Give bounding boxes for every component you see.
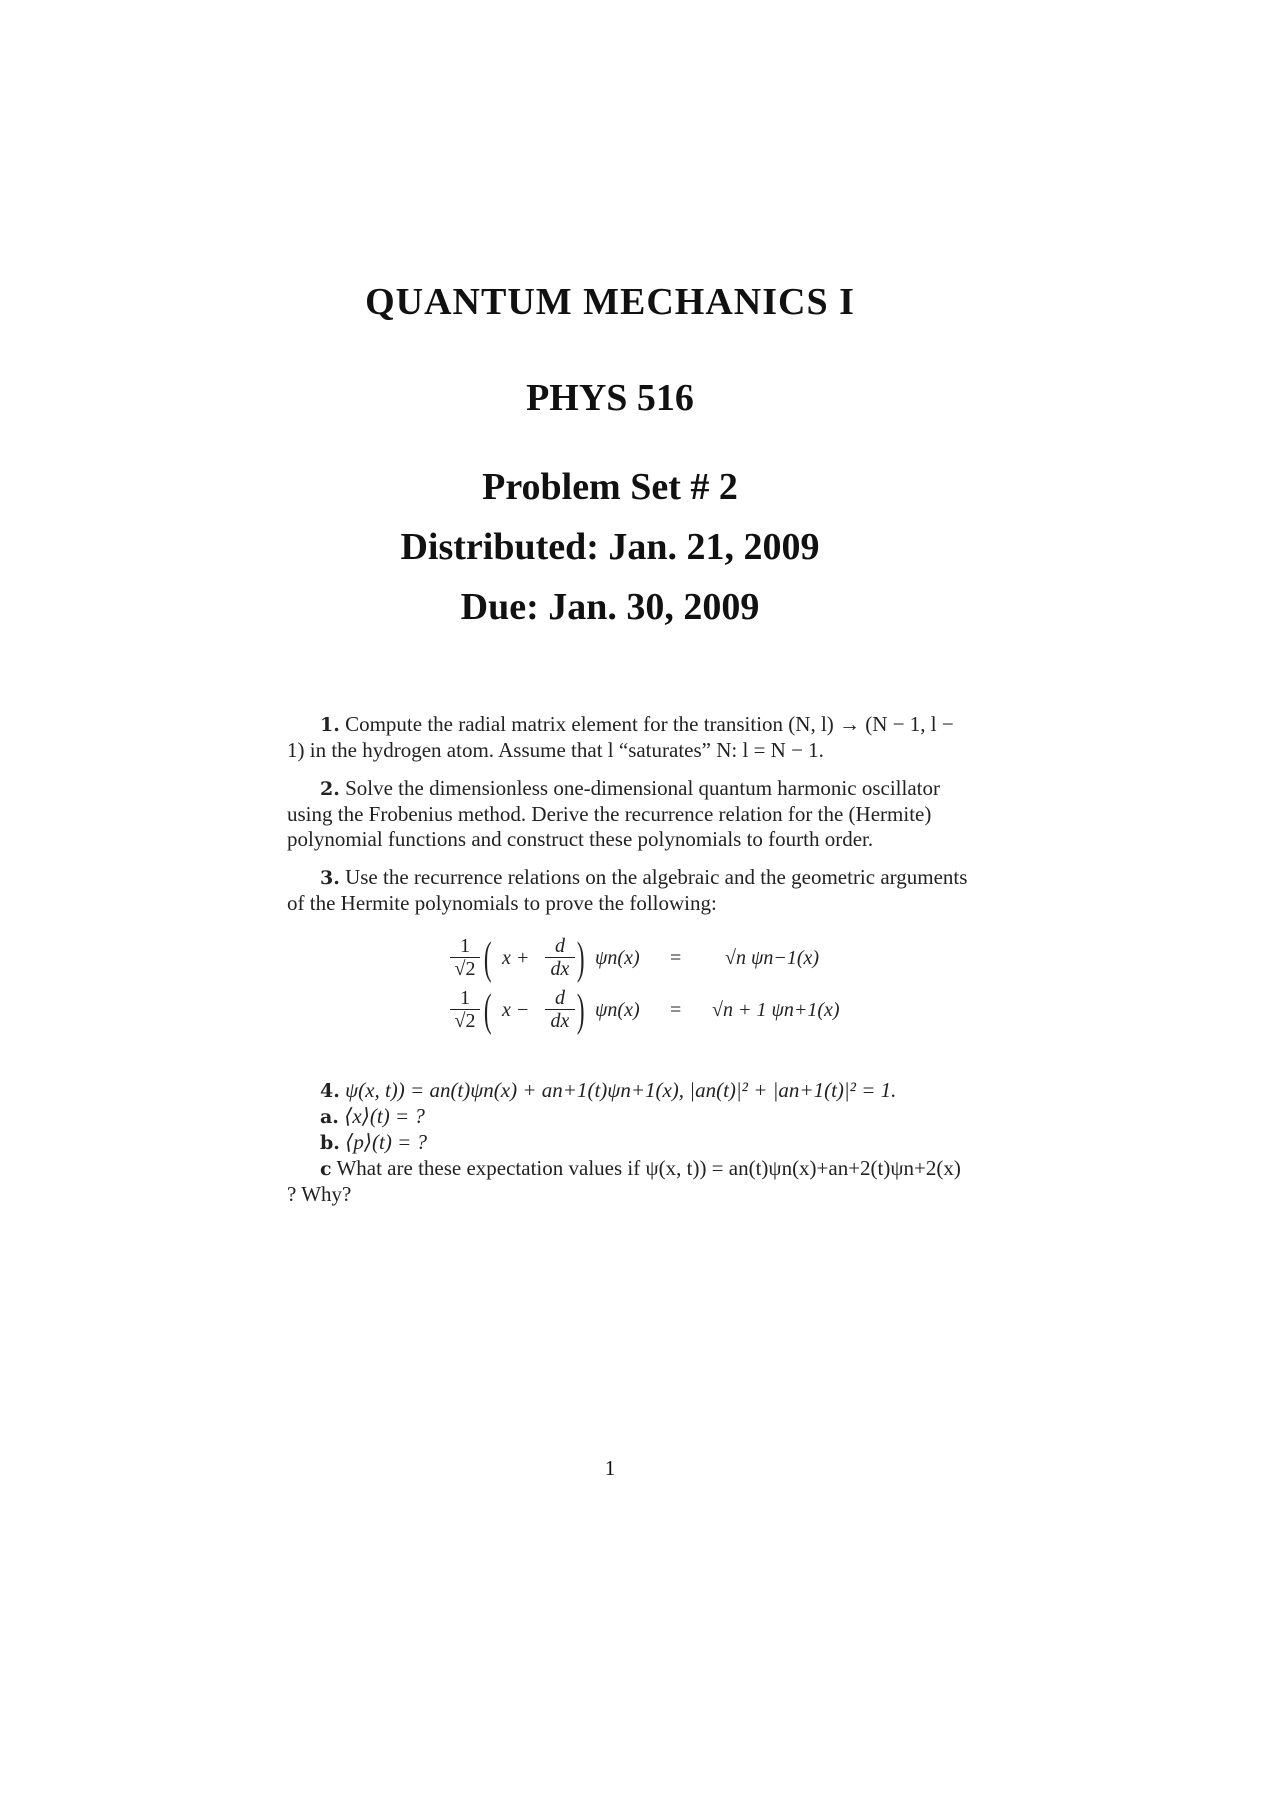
problem-2-text-1: Solve the dimensionless one-dimensional quantum harmonic oscillator — [345, 776, 940, 800]
due-date: Due: Jan. 30, 2009 — [460, 586, 760, 628]
equation-2 — [450, 984, 870, 1037]
distributed-date: Distributed: Jan. 21, 2009 — [400, 526, 820, 568]
eq1-lhs-psi: ψn(x) — [595, 947, 640, 969]
eq2-equals: = — [670, 999, 682, 1021]
problem-2-text-3: polynomial functions and construct these polynomials to fourth order. — [287, 827, 874, 851]
problem-4-part-a — [287, 1104, 1027, 1130]
eq1-deriv-numerator: d — [555, 935, 565, 957]
eq2-coefficient — [450, 987, 480, 1032]
eq1-rhs: √n ψn−1(x) — [725, 947, 820, 969]
problem-1 — [287, 712, 1027, 763]
eq1-coef-numerator: 1 — [460, 935, 470, 957]
problem-2-number: 2. — [320, 778, 340, 800]
problem-1-number: 1. — [320, 714, 340, 736]
eq2-lhs-psi: ψn(x) — [595, 999, 640, 1021]
problem-1-text-2: 1) in the hydrogen atom. Assume that l “saturates” N: l = N − 1. — [287, 738, 824, 762]
equation-block — [450, 932, 870, 1045]
eq1-left-paren: ( — [483, 932, 492, 983]
eq2-left-paren: ( — [483, 984, 492, 1035]
part-b-label: b. — [320, 1132, 340, 1154]
eq1-coefficient — [450, 935, 480, 980]
course-code: PHYS 516 — [526, 377, 694, 419]
problem-3-text-2: of the Hermite polynomials to prove the following: — [287, 891, 717, 915]
eq2-derivative — [545, 987, 575, 1032]
eq1-coef-denominator: √2 — [454, 958, 476, 980]
eq1-deriv-denominator: dx — [550, 958, 570, 980]
eq2-coef-numerator: 1 — [460, 987, 470, 1009]
eq2-rhs: √n + 1 ψn+1(x) — [712, 999, 840, 1021]
eq2-deriv-numerator: d — [555, 987, 565, 1009]
problem-4-statement: ψ(x, t)) = an(t)ψn(x) + an+1(t)ψn+1(x), |an(t)|² + |an+1(t)|² = 1. — [345, 1078, 897, 1102]
problem-4-part-b — [287, 1130, 1027, 1156]
part-a-text: ⟨x⟩(t) = ? — [344, 1104, 425, 1128]
eq1-x-term: x + — [502, 947, 530, 969]
part-a-label: a. — [320, 1106, 339, 1128]
part-c-tail: ? Why? — [287, 1182, 352, 1206]
part-c-text: What are these expectation values if ψ(x, t)) = an(t)ψn(x)+an+2(t)ψn+2(x) — [336, 1156, 961, 1180]
part-b-text: ⟨p⟩(t) = ? — [345, 1130, 428, 1154]
course-title: QUANTUM MECHANICS I — [365, 281, 855, 323]
eq2-x-term: x − — [502, 999, 530, 1021]
page-number: 1 — [604, 1456, 616, 1480]
problem-2 — [287, 776, 1027, 852]
eq2-coef-denominator: √2 — [454, 1010, 476, 1032]
problem-3-text-1: Use the recurrence relations on the algebraic and the geometric arguments — [345, 865, 968, 889]
eq2-deriv-denominator: dx — [550, 1010, 570, 1032]
problem-2-line-1 — [287, 776, 1027, 802]
problem-3 — [287, 865, 1027, 916]
eq2-right-paren: ) — [576, 984, 585, 1035]
part-c-label: c — [320, 1158, 332, 1180]
problem-set-title: Problem Set # 2 — [482, 466, 738, 508]
eq1-right-paren: ) — [576, 932, 585, 983]
equation-1 — [450, 932, 870, 985]
problem-4-number: 4. — [320, 1080, 340, 1102]
problem-4-part-c — [287, 1156, 1027, 1182]
problem-3-line-1 — [287, 865, 1027, 891]
problem-1-line-1 — [287, 712, 1027, 738]
problem-4-line-1 — [287, 1078, 1027, 1104]
problem-1-text-1: Compute the radial matrix element for the transition (N, l) → (N − 1, l − — [345, 712, 954, 736]
problem-3-number: 3. — [320, 867, 340, 889]
problem-4 — [287, 1078, 1027, 1207]
eq1-derivative — [545, 935, 575, 980]
eq1-equals: = — [670, 947, 682, 969]
problem-2-text-2: using the Frobenius method. Derive the recurrence relation for the (Hermite) — [287, 802, 932, 826]
